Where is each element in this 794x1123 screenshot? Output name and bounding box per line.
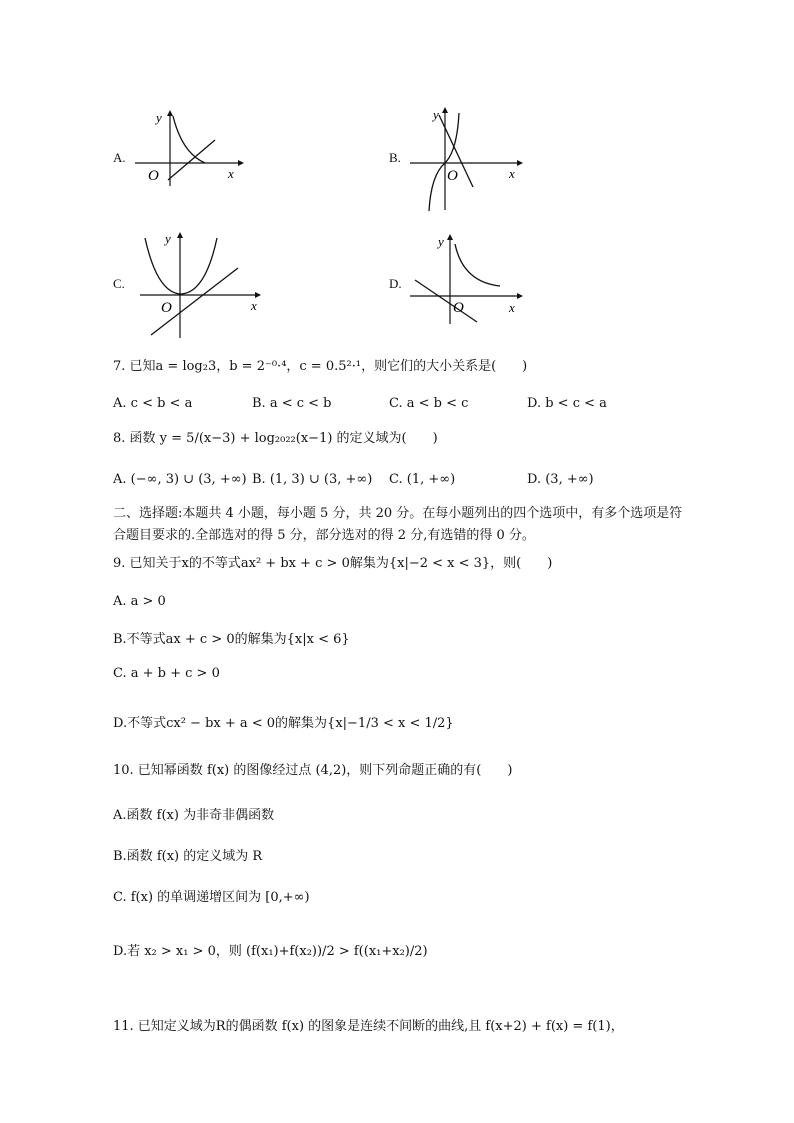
x-axis-label: x: [228, 166, 234, 181]
y-axis-label: y: [438, 234, 444, 249]
y-axis-label: y: [156, 110, 162, 125]
question-10-option-d: D.若 x₂ > x₁ > 0，则 (f(x₁)+f(x₂))/2 > f((x₁+x₂)/2): [113, 944, 428, 959]
question-9-option-a: A. a > 0: [113, 594, 166, 609]
question-11-stem: 11. 已知定义域为R的偶函数 f(x) 的图象是连续不间断的曲线,且 f(x+2) + f(x) = f(1)，: [113, 1019, 624, 1034]
x-axis-label: x: [509, 166, 515, 181]
x-axis-arrow: [517, 293, 523, 299]
question-10-option-b: B.函数 f(x) 的定义域为 R: [113, 849, 263, 864]
curve: [173, 116, 205, 163]
graph-option-c-label: C.: [113, 276, 125, 291]
curve: [455, 244, 500, 286]
question-9-option-d: D.不等式cx² − bx + a < 0的解集为{x|−1/3 < x < 1/2}: [113, 716, 454, 731]
y-axis-arrow: [442, 107, 448, 113]
line: [415, 280, 477, 322]
graph-option-b-label: B.: [389, 150, 401, 165]
question-10-stem: 10. 已知幂函数 f(x) 的图像经过点 (4,2)，则下列命题正确的有( ): [113, 763, 513, 778]
origin-label: O: [447, 168, 458, 184]
y-axis-arrow: [447, 234, 453, 240]
origin-label: O: [148, 168, 159, 184]
origin-label: O: [453, 300, 464, 316]
line: [168, 140, 215, 180]
x-axis-arrow: [517, 160, 523, 166]
x-axis-label: x: [509, 300, 515, 315]
graph-option-a-label: A.: [113, 150, 126, 165]
graph-option-d-label: D.: [389, 276, 402, 291]
x-axis-arrow: [238, 160, 244, 166]
question-9-option-b: B.不等式ax + c > 0的解集为{x|x < 6}: [113, 632, 350, 647]
question-9-stem: 9. 已知关于x的不等式ax² + bx + c > 0解集为{x|−2 < x < 3}，则( ): [113, 556, 553, 571]
curve: [429, 113, 459, 211]
y-axis-arrow: [177, 232, 183, 238]
question-7-option-d: D. b < c < a: [527, 396, 607, 411]
question-7-option-c: C. a < b < c: [389, 396, 469, 411]
question-8-option-b: B. (1, 3) ∪ (3, +∞): [252, 472, 373, 487]
origin-label: O: [161, 300, 172, 316]
y-axis-label: y: [165, 231, 171, 246]
question-7-option-b: B. a < c < b: [252, 396, 332, 411]
graph-option-b: [405, 105, 525, 215]
section-2-instructions: 二、选择题:本题共 4 小题，每小题 5 分，共 20 分。在每小题列出的四个选项中，有多个选项是符合题目要求的.全部选对的得 5 分，部分选对的得 2 分,有选错的得 0 分。: [113, 506, 683, 543]
graph-option-a: [130, 108, 245, 188]
question-10-option-c: C. f(x) 的单调递增区间为 [0,+∞): [113, 890, 310, 905]
x-axis-label: x: [251, 298, 257, 313]
y-axis-arrow: [167, 110, 173, 116]
question-10-option-a: A.函数 f(x) 为非奇非偶函数: [113, 808, 275, 823]
question-7-stem: 7. 已知a = log₂3，b = 2⁻⁰·⁴，c = 0.5²·¹，则它们的大小关系是( ): [113, 359, 528, 374]
question-8-option-a: A. (−∞, 3) ∪ (3, +∞): [113, 472, 247, 487]
curve: [145, 238, 217, 294]
question-8-stem: 8. 函数 y = 5/(x−3) + log₂₀₂₂(x−1) 的定义域为( ): [113, 431, 438, 446]
question-8-option-c: C. (1, +∞): [389, 472, 456, 487]
graph-option-c: [135, 230, 265, 342]
graph-option-d: [405, 232, 525, 327]
question-7-option-a: A. c < b < a: [113, 396, 193, 411]
y-axis-label: y: [433, 107, 439, 122]
question-9-option-c: C. a + b + c > 0: [113, 666, 220, 681]
question-8-option-d: D. (3, +∞): [527, 472, 594, 487]
